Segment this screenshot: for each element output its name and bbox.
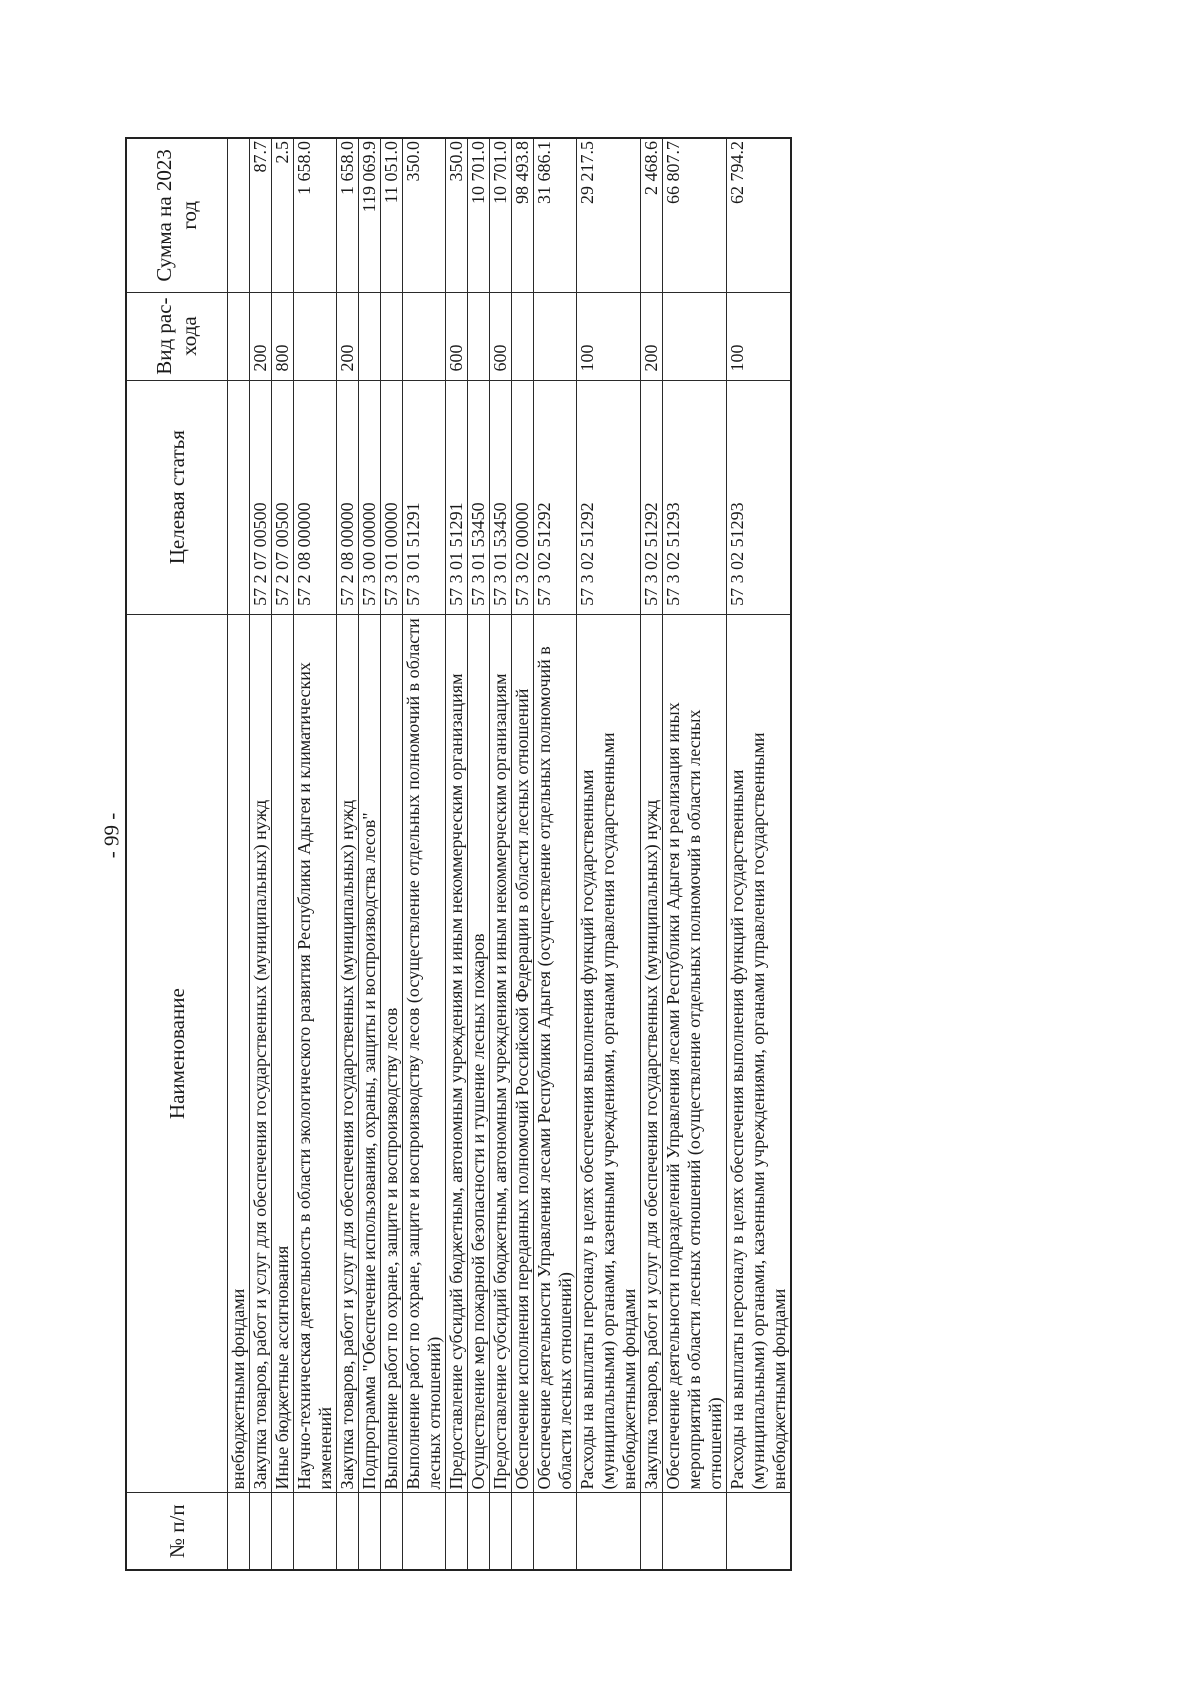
row-sum: 98 493.8 (512, 138, 534, 292)
row-kind (294, 292, 337, 380)
table-row (337, 138, 359, 1570)
header-sum: Сумма на 2023 год (126, 138, 228, 292)
row-number (468, 1493, 490, 1570)
row-number (381, 1493, 403, 1570)
row-name: Закупка товаров, работ и услуг для обеспечения государственных (муниципальных) нужд (250, 614, 272, 1493)
table-body (228, 138, 792, 1570)
rotated-table-container (125, 137, 1008, 1571)
row-sum: 31 686.1 (534, 138, 577, 292)
row-code: 57 3 01 53450 (490, 380, 512, 614)
header-kind: Вид рас-хода (126, 292, 228, 380)
table-row (490, 138, 512, 1570)
row-code: 57 3 02 51292 (641, 380, 663, 614)
row-number (446, 1493, 468, 1570)
row-name: Иные бюджетные ассигнования (272, 614, 294, 1493)
table-row (468, 138, 490, 1570)
table-row (727, 138, 792, 1570)
row-number (359, 1493, 381, 1570)
row-code: 57 2 08 00000 (294, 380, 337, 614)
table-row (641, 138, 663, 1570)
row-sum: 350.0 (403, 138, 446, 292)
row-number (577, 1493, 641, 1570)
row-number (250, 1493, 272, 1570)
row-kind: 600 (446, 292, 468, 380)
row-kind: 100 (727, 292, 792, 380)
table-row (250, 138, 272, 1570)
table-row (534, 138, 577, 1570)
table-row (446, 138, 468, 1570)
budget-table (125, 137, 792, 1571)
row-kind: 800 (272, 292, 294, 380)
row-name: Закупка товаров, работ и услуг для обеспечения государственных (муниципальных) нужд (641, 614, 663, 1493)
table-header-row (126, 138, 228, 1570)
table-row (228, 138, 250, 1570)
row-code (228, 380, 250, 614)
header-num: № п/п (126, 1493, 228, 1570)
row-code: 57 2 08 00000 (337, 380, 359, 614)
table-row (294, 138, 337, 1570)
row-code: 57 3 01 51291 (403, 380, 446, 614)
table-row (577, 138, 641, 1570)
row-sum: 1 658.0 (294, 138, 337, 292)
row-number (228, 1493, 250, 1570)
row-name: Предоставление субсидий бюджетным, автономным учреждениям и иным некоммерческим организациям (490, 614, 512, 1493)
row-name: Подпрограмма "Обеспечение использования, охраны, защиты и воспроизводства лесов" (359, 614, 381, 1493)
row-kind (228, 292, 250, 380)
row-code: 57 3 02 51292 (534, 380, 577, 614)
row-sum (228, 138, 250, 292)
row-code: 57 3 02 51292 (577, 380, 641, 614)
row-sum: 29 217.5 (577, 138, 641, 292)
row-name: Обеспечение деятельности Управления лесами Республики Адыгея (осуществление отдельных полномочий в области лесных отношений) (534, 614, 577, 1493)
table-row (381, 138, 403, 1570)
row-sum: 2 468.6 (641, 138, 663, 292)
row-sum: 10 701.0 (468, 138, 490, 292)
row-kind: 200 (250, 292, 272, 380)
row-name: Осуществление мер пожарной безопасности и тушение лесных пожаров (468, 614, 490, 1493)
row-name: Предоставление субсидий бюджетным, автономным учреждениям и иным некоммерческим организациям (446, 614, 468, 1493)
row-code: 57 2 07 00500 (272, 380, 294, 614)
row-name: Научно-техническая деятельность в области экологического развития Республики Адыгея и климатических изменений (294, 614, 337, 1493)
header-code: Целевая статья (126, 380, 228, 614)
row-name: Расходы на выплаты персоналу в целях обеспечения выполнения функций государственными (муниципальными) органами, казенными учреждениями, органами управления государственными внебюджетными фондами (727, 614, 792, 1493)
row-number (641, 1493, 663, 1570)
row-code: 57 3 01 00000 (381, 380, 403, 614)
row-number (490, 1493, 512, 1570)
row-number (727, 1493, 792, 1570)
row-code: 57 3 00 00000 (359, 380, 381, 614)
row-sum: 11 051.0 (381, 138, 403, 292)
row-sum: 2.5 (272, 138, 294, 292)
table-row (359, 138, 381, 1570)
row-kind (359, 292, 381, 380)
row-name: Выполнение работ по охране, защите и воспроизводству лесов (осуществление отдельных полномочий в области лесных отношений) (403, 614, 446, 1493)
table-row (663, 138, 727, 1570)
row-code: 57 3 02 51293 (663, 380, 727, 614)
row-sum: 62 794.2 (727, 138, 792, 292)
row-kind: 200 (337, 292, 359, 380)
row-name: Обеспечение деятельности подразделений Управления лесами Республики Адыгея и реализация иных мероприятий в области лесных отношений (осуществление отдельных полномочий в области лесных отношений) (663, 614, 727, 1493)
row-code: 57 3 02 51293 (727, 380, 792, 614)
row-kind: 200 (641, 292, 663, 380)
table-row (272, 138, 294, 1570)
row-kind: 600 (490, 292, 512, 380)
row-kind (663, 292, 727, 380)
table-row (512, 138, 534, 1570)
row-kind (381, 292, 403, 380)
row-sum: 87.7 (250, 138, 272, 292)
row-number (663, 1493, 727, 1570)
row-code: 57 3 01 51291 (446, 380, 468, 614)
row-kind (512, 292, 534, 380)
row-kind (468, 292, 490, 380)
row-code: 57 3 02 00000 (512, 380, 534, 614)
row-sum: 119 069.9 (359, 138, 381, 292)
row-name: Выполнение работ по охране, защите и воспроизводству лесов (381, 614, 403, 1493)
row-number (337, 1493, 359, 1570)
row-kind (403, 292, 446, 380)
table-row (403, 138, 446, 1570)
row-sum: 10 701.0 (490, 138, 512, 292)
row-sum: 1 658.0 (337, 138, 359, 292)
row-number (534, 1493, 577, 1570)
row-number (403, 1493, 446, 1570)
row-number (272, 1493, 294, 1570)
row-name: Расходы на выплаты персоналу в целях обеспечения выполнения функций государственными (муниципальными) органами, казенными учреждениями, органами управления государственными внебюджетными фондами (577, 614, 641, 1493)
row-number (512, 1493, 534, 1570)
row-kind: 100 (577, 292, 641, 380)
row-sum: 66 807.7 (663, 138, 727, 292)
page-number: - 99 - (99, 812, 124, 859)
row-name: Закупка товаров, работ и услуг для обеспечения государственных (муниципальных) нужд (337, 614, 359, 1493)
row-name: Обеспечение исполнения переданных полномочий Российской Федерации в области лесных отношений (512, 614, 534, 1493)
row-number (294, 1493, 337, 1570)
row-kind (534, 292, 577, 380)
header-name: Наименование (126, 614, 228, 1493)
row-code: 57 2 07 00500 (250, 380, 272, 614)
row-code: 57 3 01 53450 (468, 380, 490, 614)
row-sum: 350.0 (446, 138, 468, 292)
row-name: внебюджетными фондами (228, 614, 250, 1493)
